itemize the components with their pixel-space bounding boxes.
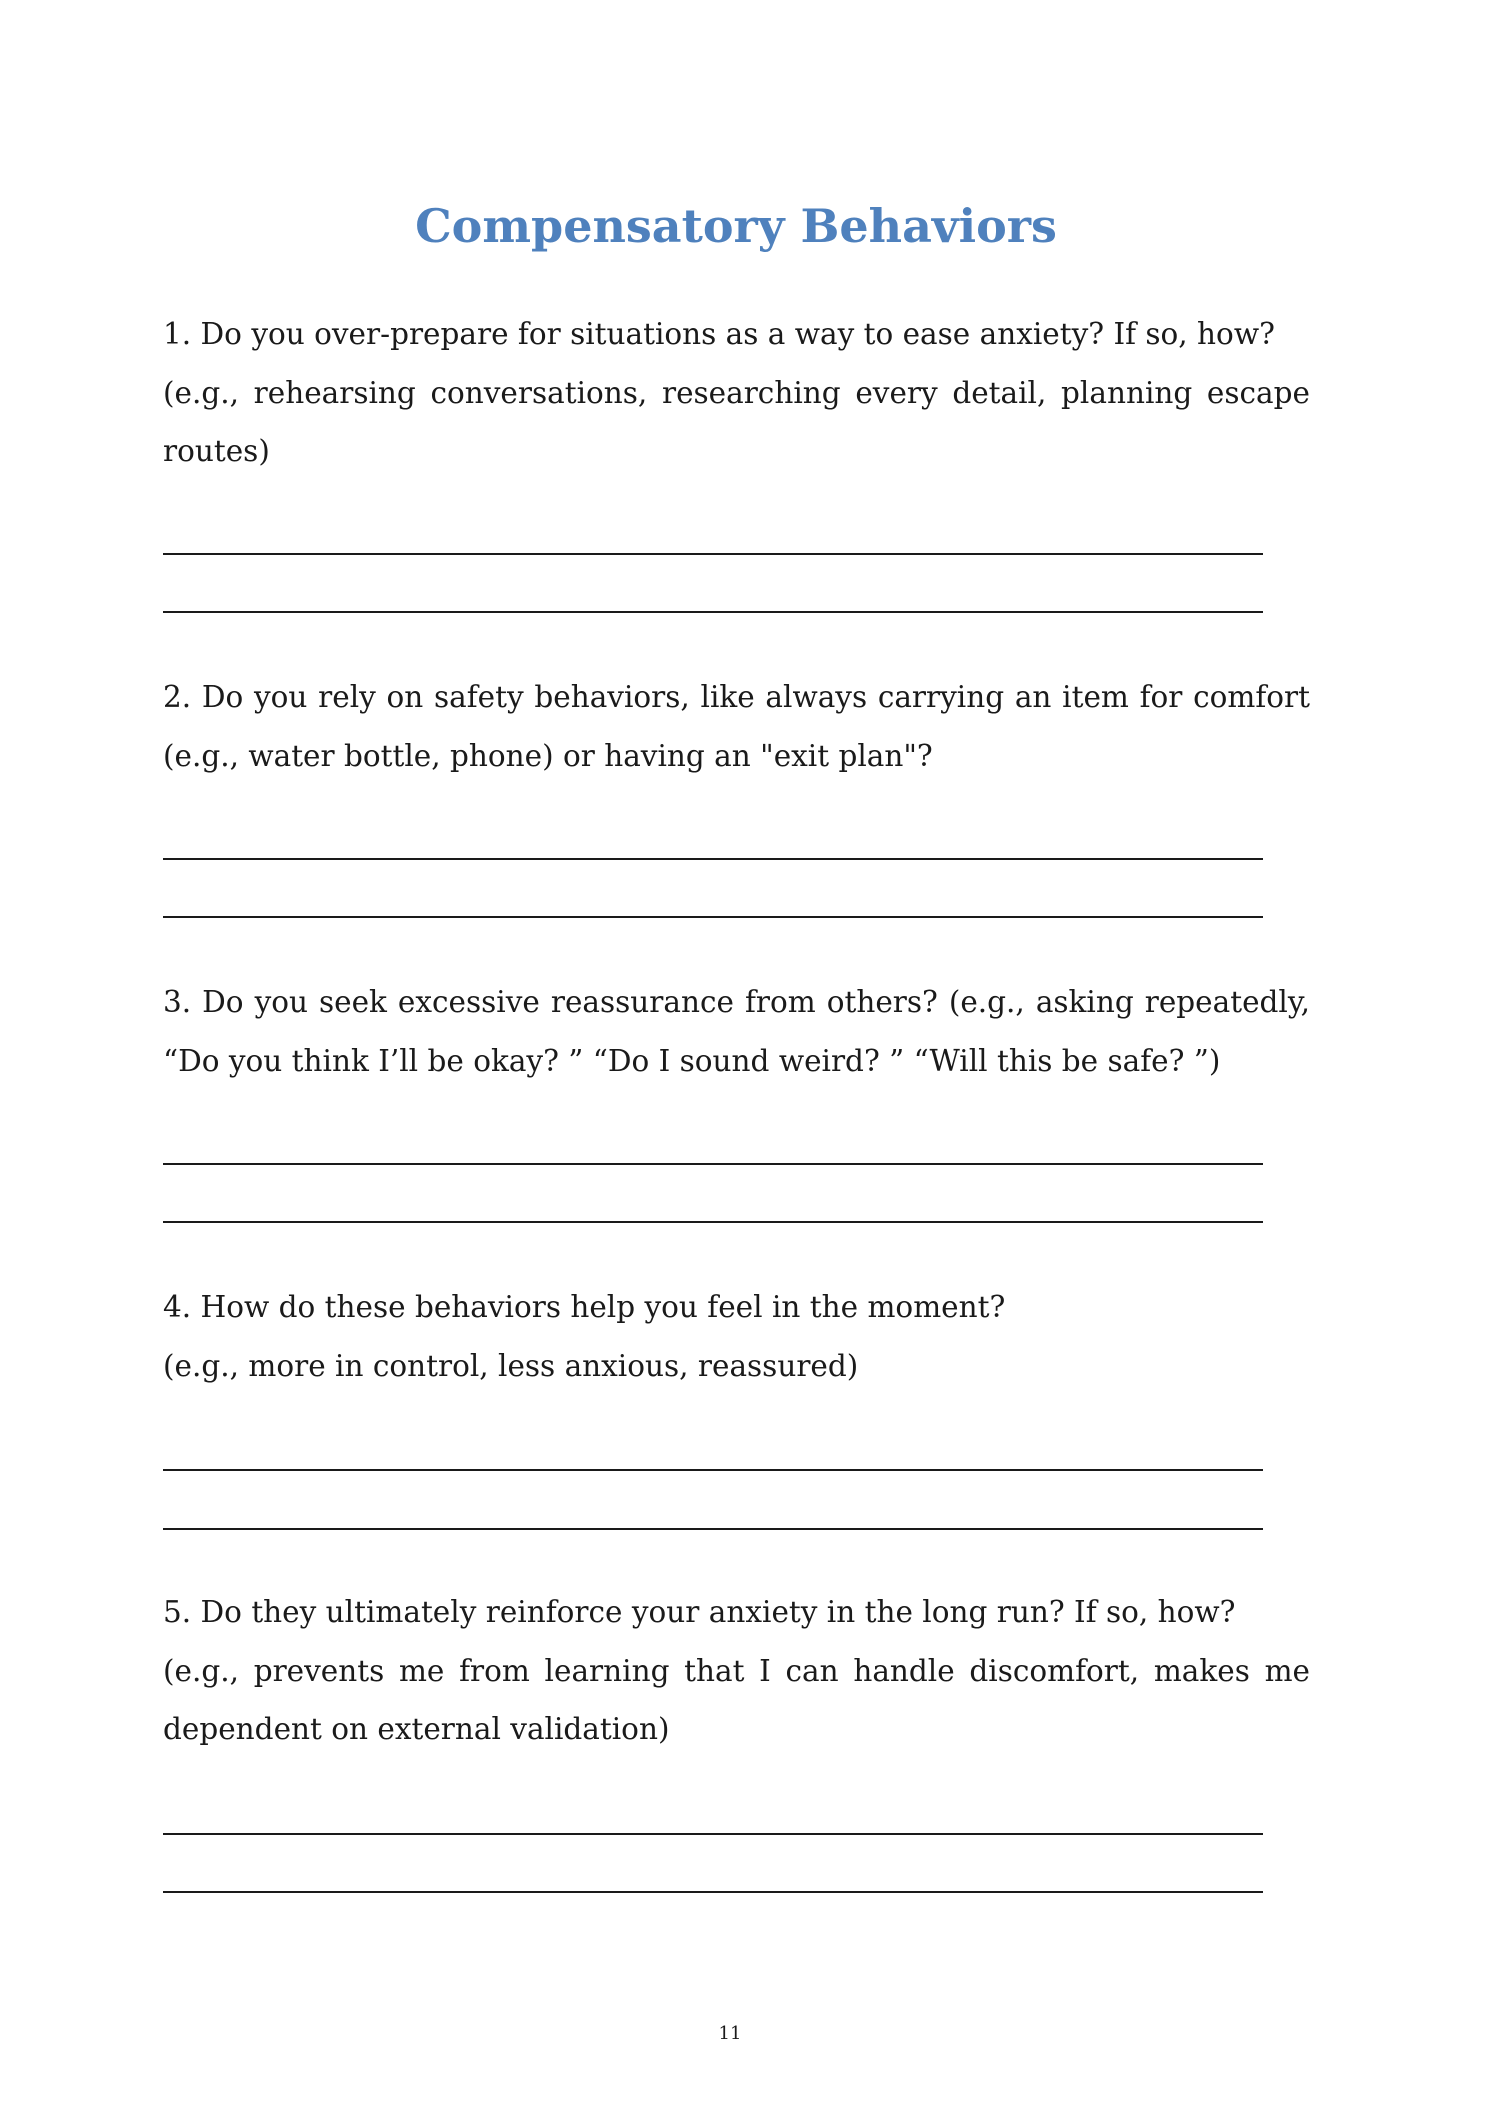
question-1-prompt: 1. Do you over-prepare for situations as a way to ease anxiety? If so, how? xyxy=(163,317,1275,351)
question-4-answer-line-2[interactable] xyxy=(163,1528,1263,1530)
question-4-answer-line-1[interactable] xyxy=(163,1469,1263,1471)
question-4 xyxy=(163,1278,1310,1395)
question-5-example: (e.g., prevents me from learning that I can handle discomfort, makes me dependent on external validation) xyxy=(163,1653,1310,1746)
question-2-prompt: 2. Do you rely on safety behaviors, like always carrying an item for comfort (e.g., water bottle, phone) or having an "exit plan"? xyxy=(163,680,1310,773)
question-4-prompt: 4. How do these behaviors help you feel in the moment? xyxy=(163,1290,1006,1324)
question-4-example: (e.g., more in control, less anxious, reassured) xyxy=(163,1348,859,1383)
question-2-answer-line-2[interactable] xyxy=(163,916,1263,918)
page-title: Compensatory Behaviors xyxy=(415,199,1057,253)
question-2 xyxy=(163,668,1310,785)
question-3-answer-line-1[interactable] xyxy=(163,1163,1263,1165)
question-1-answer-line-1[interactable] xyxy=(163,553,1263,555)
question-3-answer-line-2[interactable] xyxy=(163,1221,1263,1223)
question-2-answer-line-1[interactable] xyxy=(163,858,1263,860)
question-1-answer-line-2[interactable] xyxy=(163,611,1263,613)
question-5-answer-line-2[interactable] xyxy=(163,1891,1263,1893)
question-5-prompt: 5. Do they ultimately reinforce your anxiety in the long run? If so, how? xyxy=(163,1595,1236,1629)
question-1 xyxy=(163,305,1310,481)
question-5 xyxy=(163,1583,1310,1759)
question-3 xyxy=(163,973,1310,1090)
question-3-prompt: 3. Do you seek excessive reassurance from others? (e.g., asking repeatedly, “Do you think I’ll be okay? ” “Do I sound weird? ” “Will this be safe? ”) xyxy=(163,985,1310,1078)
page-number: 11 xyxy=(718,2023,742,2044)
question-1-example: (e.g., rehearsing conversations, researching every detail, planning escape routes) xyxy=(163,375,1310,468)
question-5-answer-line-1[interactable] xyxy=(163,1833,1263,1835)
